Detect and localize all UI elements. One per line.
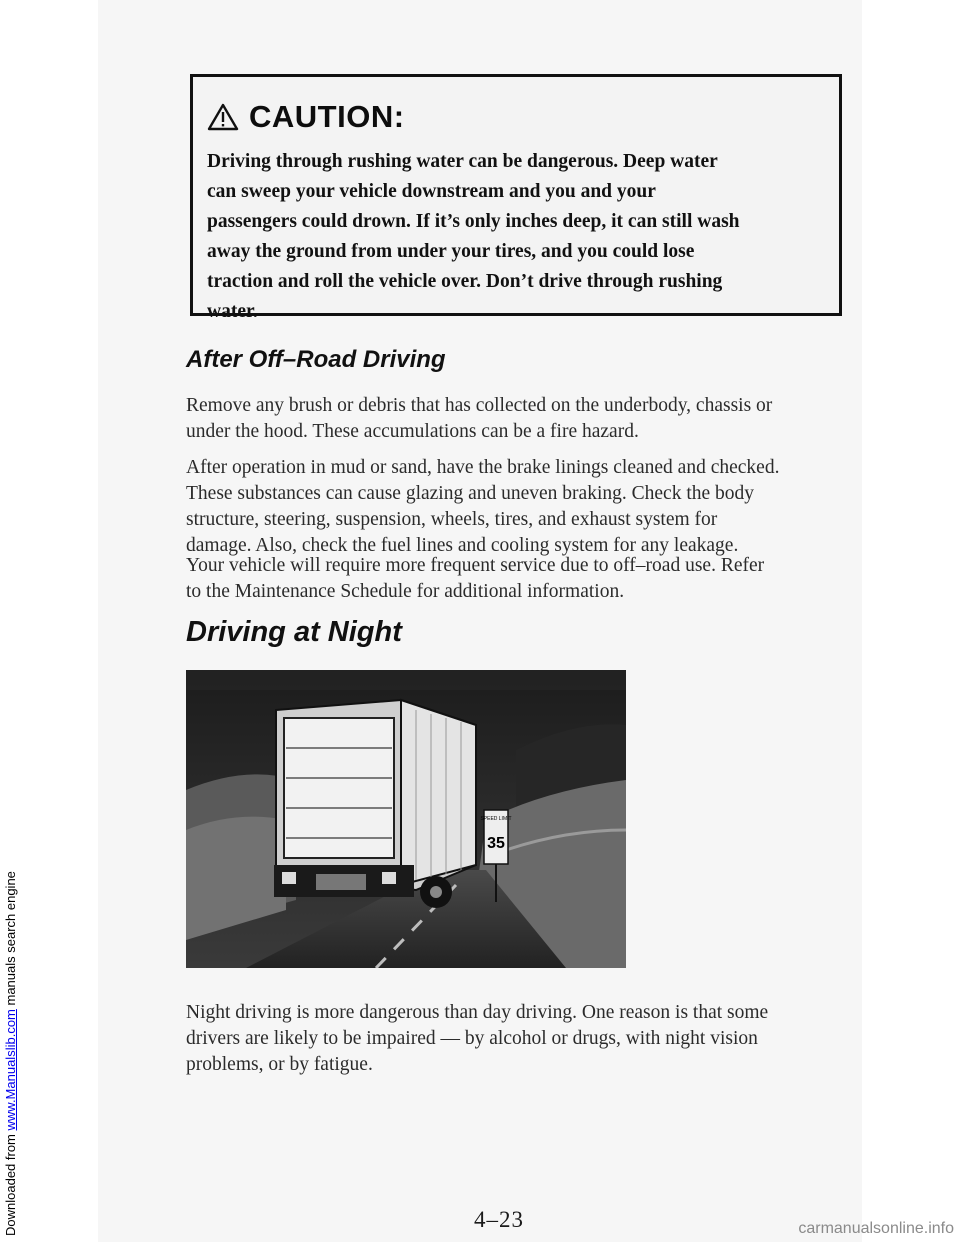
paragraph-mud-sand [186,455,846,559]
night-truck-photo [186,670,626,968]
night-driving-heading: Driving at Night [186,616,402,648]
caution-box [190,74,842,322]
caution-line: can sweep your vehicle downstream and you and your [207,181,656,202]
source-suffix: manuals search engine [3,871,18,1010]
caution-line: water. [207,301,258,322]
caution-text [207,147,787,327]
source-prefix: Downloaded from [3,1130,18,1236]
caution-line: away the ground from under your tires, and you could lose [207,241,695,262]
caution-line: traction and roll the vehicle over. Don’t drive through rushing [207,271,723,292]
off-road-heading: After Off–Road Driving [186,346,446,373]
paragraph-service [186,553,846,605]
paragraph-night [186,1000,846,1078]
caution-title: CAUTION: [249,99,405,134]
download-source-label [2,0,24,1242]
caution-line: passengers could drown. If it’s only inches deep, it can still wash [207,211,740,232]
text-line: under the hood. These accumulations can be a fire hazard. [186,421,639,442]
text-line: Remove any brush or debris that has collected on the underbody, chassis or [186,395,773,416]
manualslib-link[interactable]: www.Manualslib.com [3,1009,18,1131]
page-number: 4–23 [474,1207,524,1232]
text-line: These substances can cause glazing and uneven braking. Check the body [186,483,755,504]
text-line: damage. Also, check the fuel lines and cooling system for any leakage. [186,535,739,556]
text-line: drivers are likely to be impaired — by alcohol or drugs, with night vision [186,1028,758,1049]
speed-sign-top: SPEED LIMIT [480,816,512,822]
speed-sign-number: 35 [487,835,505,852]
warning-triangle-icon [207,103,239,131]
text-line: problems, or by fatigue. [186,1054,373,1075]
text-line: structure, steering, suspension, wheels, tires, and exhaust system for [186,509,718,530]
text-line: After operation in mud or sand, have the brake linings cleaned and checked. [186,457,780,478]
caution-line: Driving through rushing water can be dangerous. Deep water [207,151,718,172]
watermark: carmanualsonline.info [798,1220,954,1237]
text-line: to the Maintenance Schedule for additional information. [186,581,625,602]
paragraph-debris [186,393,846,445]
text-line: Your vehicle will require more frequent service due to off–road use. Refer [186,555,765,576]
text-line: Night driving is more dangerous than day driving. One reason is that some [186,1002,769,1023]
